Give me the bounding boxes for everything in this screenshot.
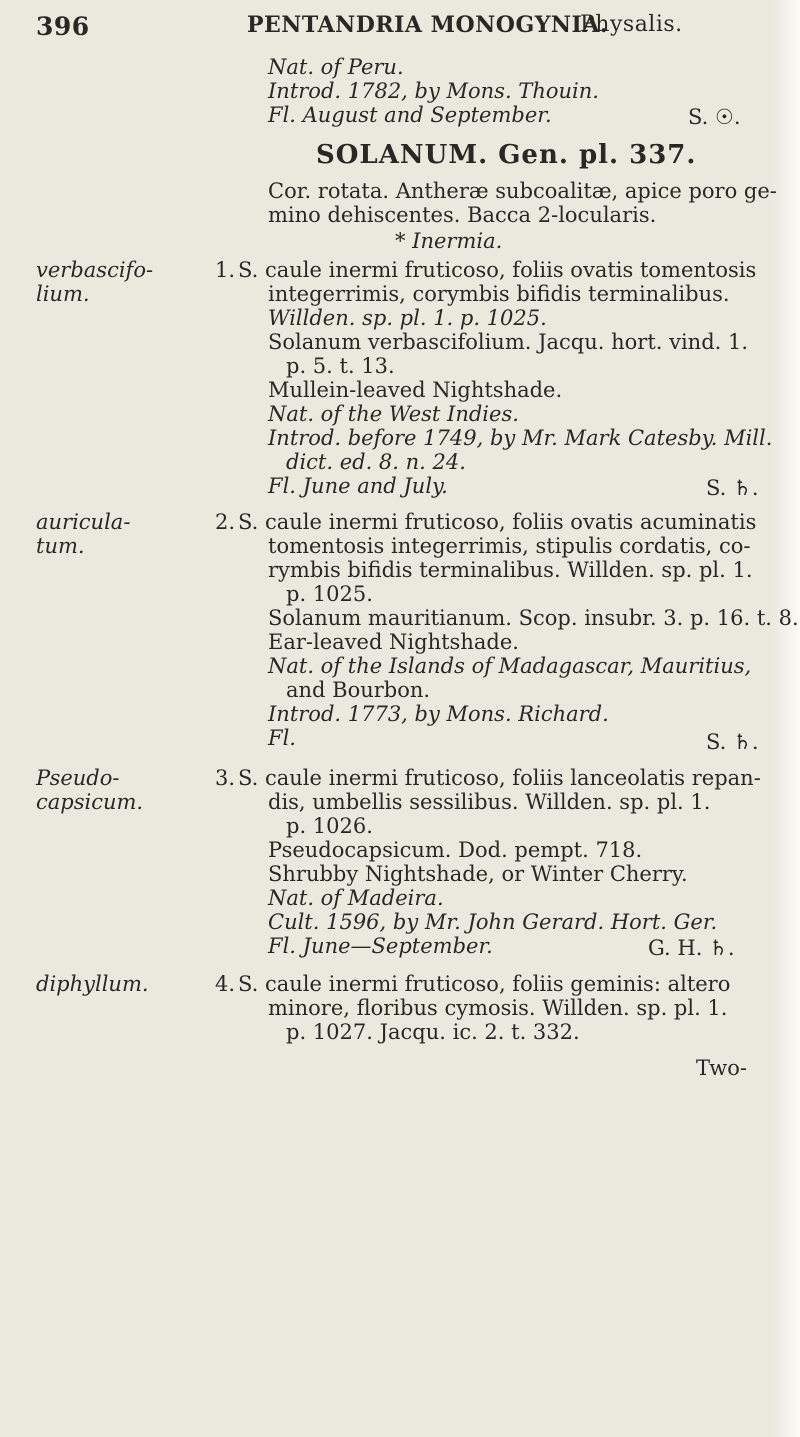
species-3-margin-1: Pseudo- — [36, 766, 120, 790]
species-1-line-3: Willden. sp. pl. 1. p. 1025. — [268, 306, 547, 330]
physalis-introduced: Introd. 1782, by Mons. Thouin. — [268, 79, 599, 103]
page-number: 396 — [36, 12, 90, 41]
species-1-line-8: Introd. before 1749, by Mr. Mark Catesby. Mill. — [268, 426, 773, 450]
species-2-line-2: tomentosis integerrimis, stipulis cordatis, co- — [268, 534, 751, 558]
species-3-line-1: S. caule inermi fruticoso, foliis lanceolatis repan- — [238, 766, 761, 790]
genus-header: Physalis. — [580, 12, 683, 37]
species-3-line-8: Fl. June—September. — [268, 934, 493, 958]
species-3-margin-2: capsicum. — [36, 790, 144, 814]
species-2-line-5: Solanum mauritianum. Scop. insubr. 3. p. 16. t. 8. — [268, 606, 799, 630]
species-4-line-1: S. caule inermi fruticoso, foliis geminis: altero — [238, 972, 731, 996]
species-2-sign: S. ♄. — [706, 730, 759, 754]
species-1-line-9: dict. ed. 8. n. 24. — [286, 450, 466, 474]
genus-character-1: Cor. rotata. Antheræ subcoalitæ, apice poro ge- — [268, 179, 777, 203]
species-3-line-3: p. 1026. — [286, 814, 373, 838]
species-4-margin-1: diphyllum. — [36, 972, 149, 996]
catchword: Two- — [696, 1056, 747, 1080]
species-2-line-1: S. caule inermi fruticoso, foliis ovatis acuminatis — [238, 510, 757, 534]
species-1-sign: S. ♄. — [706, 476, 759, 500]
species-2-margin-2: tum. — [36, 534, 85, 558]
species-1-margin-1: verbascifo- — [36, 258, 154, 282]
species-1-number: 1. — [215, 258, 236, 282]
species-2-line-4: p. 1025. — [286, 582, 373, 606]
species-1-line-10: Fl. June and July. — [268, 474, 448, 498]
species-3-line-7: Cult. 1596, by Mr. John Gerard. Hort. Ger. — [268, 910, 718, 934]
physalis-native: Nat. of Peru. — [268, 55, 404, 79]
species-2-line-6: Ear-leaved Nightshade. — [268, 630, 519, 654]
species-1-line-2: integerrimis, corymbis bifidis terminalibus. — [268, 282, 730, 306]
species-1-line-7: Nat. of the West Indies. — [268, 402, 519, 426]
species-1-line-1: S. caule inermi fruticoso, foliis ovatis tomentosis — [238, 258, 757, 282]
physalis-sign: S. ☉. — [688, 105, 741, 129]
species-2-margin-1: auricula- — [36, 510, 131, 534]
species-1-line-6: Mullein-leaved Nightshade. — [268, 378, 563, 402]
species-1-margin-2: lium. — [36, 282, 90, 306]
species-3-number: 3. — [215, 766, 236, 790]
species-2-line-9: Introd. 1773, by Mons. Richard. — [268, 702, 609, 726]
genus-title: SOLANUM. Gen. pl. 337. — [316, 140, 697, 170]
species-3-line-5: Shrubby Nightshade, or Winter Cherry. — [268, 862, 688, 886]
genus-character-2: mino dehiscentes. Bacca 2-locularis. — [268, 203, 657, 227]
species-1-line-4: Solanum verbascifolium. Jacqu. hort. vind. 1. — [268, 330, 749, 354]
species-4-line-3: p. 1027. Jacqu. ic. 2. t. 332. — [286, 1020, 580, 1044]
species-2-number: 2. — [215, 510, 236, 534]
physalis-flowering: Fl. August and September. — [268, 103, 552, 127]
species-3-line-4: Pseudocapsicum. Dod. pempt. 718. — [268, 838, 643, 862]
section-heading: * Inermia. — [395, 229, 503, 253]
species-2-line-8: and Bourbon. — [286, 678, 431, 702]
running-title: PENTANDRIA MONOGYNIA. — [247, 12, 609, 38]
page-edge — [770, 0, 800, 1437]
species-3-line-2: dis, umbellis sessilibus. Willden. sp. pl. 1. — [268, 790, 711, 814]
species-2-line-10: Fl. — [268, 726, 296, 750]
species-3-sign: G. H. ♄. — [648, 936, 735, 960]
species-2-line-3: rymbis bifidis terminalibus. Willden. sp. pl. 1. — [268, 558, 753, 582]
species-4-number: 4. — [215, 972, 236, 996]
species-3-line-6: Nat. of Madeira. — [268, 886, 444, 910]
species-2-line-7: Nat. of the Islands of Madagascar, Mauritius, — [268, 654, 752, 678]
species-4-line-2: minore, floribus cymosis. Willden. sp. pl. 1. — [268, 996, 728, 1020]
species-1-line-5: p. 5. t. 13. — [286, 354, 395, 378]
